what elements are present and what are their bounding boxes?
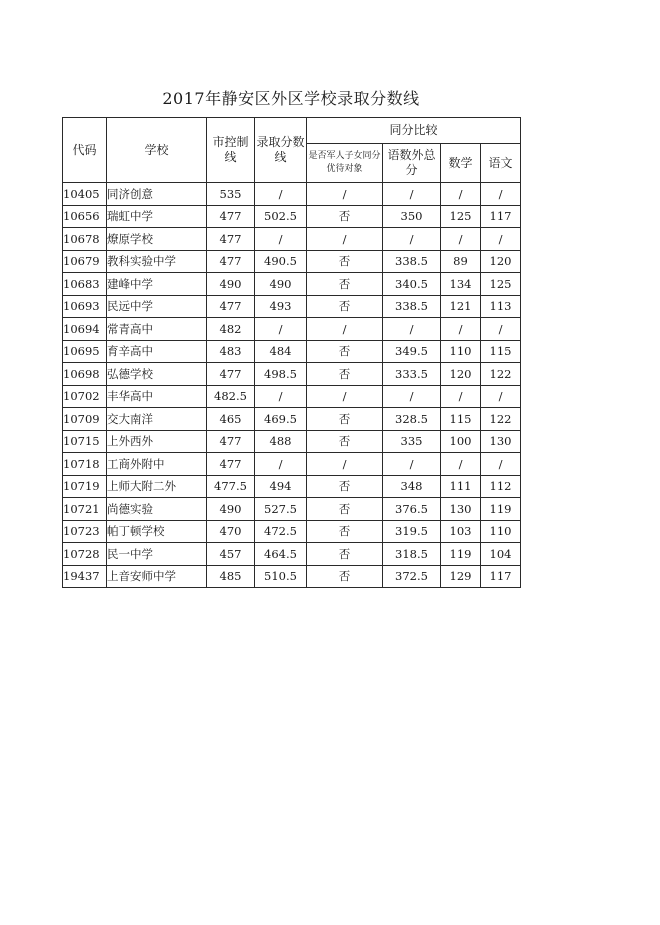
cell-military-child: 否 — [307, 430, 383, 453]
cell-total-score: 319.5 — [383, 520, 441, 543]
cell-chinese: 117 — [481, 565, 521, 588]
header-admission-line: 录取分数线 — [255, 118, 307, 183]
cell-control-line: 477 — [207, 250, 255, 273]
cell-math: / — [441, 318, 481, 341]
cell-chinese: 125 — [481, 273, 521, 296]
table-row — [63, 205, 521, 228]
cell-code: 10679 — [63, 250, 107, 273]
cell-chinese: / — [481, 318, 521, 341]
cell-total-score: 372.5 — [383, 565, 441, 588]
cell-math: 103 — [441, 520, 481, 543]
cell-control-line: 485 — [207, 565, 255, 588]
cell-school: 燎原学校 — [107, 228, 207, 251]
cell-school: 交大南洋 — [107, 408, 207, 431]
cell-school: 同济创意 — [107, 183, 207, 206]
cell-code: 19437 — [63, 565, 107, 588]
cell-school: 工商外附中 — [107, 453, 207, 476]
cell-total-score: 350 — [383, 205, 441, 228]
cell-code: 10718 — [63, 453, 107, 476]
table-row — [63, 475, 521, 498]
cell-code: 10715 — [63, 430, 107, 453]
cell-admission-line: 502.5 — [255, 205, 307, 228]
table-row — [63, 498, 521, 521]
cell-admission-line: / — [255, 318, 307, 341]
cell-military-child: / — [307, 385, 383, 408]
cell-math: 115 — [441, 408, 481, 431]
table-row — [63, 318, 521, 341]
cell-school: 瑞虹中学 — [107, 205, 207, 228]
cell-admission-line: / — [255, 183, 307, 206]
header-total-score: 语数外总分 — [383, 144, 441, 183]
table-row — [63, 430, 521, 453]
cell-school: 弘德学校 — [107, 363, 207, 386]
cell-school: 尚德实验 — [107, 498, 207, 521]
cell-total-score: 376.5 — [383, 498, 441, 521]
cell-school: 民远中学 — [107, 295, 207, 318]
cell-total-score: 340.5 — [383, 273, 441, 296]
cell-admission-line: / — [255, 228, 307, 251]
table-row — [63, 183, 521, 206]
cell-total-score: / — [383, 385, 441, 408]
cell-admission-line: 469.5 — [255, 408, 307, 431]
document-title: 2017年静安区外区学校录取分数线 — [162, 89, 420, 108]
cell-chinese: / — [481, 228, 521, 251]
cell-math: / — [441, 385, 481, 408]
cell-admission-line: 490.5 — [255, 250, 307, 273]
cell-control-line: 490 — [207, 273, 255, 296]
table-row — [63, 363, 521, 386]
cell-control-line: 482 — [207, 318, 255, 341]
table-row — [63, 250, 521, 273]
cell-chinese: 122 — [481, 408, 521, 431]
cell-school: 民一中学 — [107, 543, 207, 566]
cell-military-child: 否 — [307, 498, 383, 521]
cell-control-line: 477 — [207, 295, 255, 318]
header-control-line: 市控制线 — [207, 118, 255, 183]
cell-math: 121 — [441, 295, 481, 318]
cell-math: 125 — [441, 205, 481, 228]
cell-code: 10678 — [63, 228, 107, 251]
cell-math: / — [441, 183, 481, 206]
cell-code: 10723 — [63, 520, 107, 543]
header-same-score-group: 同分比较 — [307, 118, 521, 144]
cell-code: 10693 — [63, 295, 107, 318]
header-school: 学校 — [107, 118, 207, 183]
cell-code: 10709 — [63, 408, 107, 431]
header-chinese: 语文 — [481, 144, 521, 183]
table-row — [63, 228, 521, 251]
cell-military-child: 否 — [307, 565, 383, 588]
cell-code: 10719 — [63, 475, 107, 498]
cell-control-line: 477 — [207, 228, 255, 251]
cell-code: 10695 — [63, 340, 107, 363]
cell-control-line: 477 — [207, 205, 255, 228]
cell-math: 110 — [441, 340, 481, 363]
cell-school: 育辛高中 — [107, 340, 207, 363]
table-body — [63, 183, 521, 588]
cell-math: 111 — [441, 475, 481, 498]
cell-military-child: 否 — [307, 408, 383, 431]
cell-total-score: 348 — [383, 475, 441, 498]
cell-chinese: 112 — [481, 475, 521, 498]
cell-code: 10721 — [63, 498, 107, 521]
cell-control-line: 535 — [207, 183, 255, 206]
admission-score-table — [62, 117, 521, 588]
cell-school: 上师大附二外 — [107, 475, 207, 498]
cell-chinese: 117 — [481, 205, 521, 228]
cell-chinese: 104 — [481, 543, 521, 566]
cell-control-line: 482.5 — [207, 385, 255, 408]
table-row — [63, 340, 521, 363]
cell-chinese: 120 — [481, 250, 521, 273]
cell-admission-line: 488 — [255, 430, 307, 453]
cell-control-line: 457 — [207, 543, 255, 566]
cell-school: 常青高中 — [107, 318, 207, 341]
cell-math: 119 — [441, 543, 481, 566]
cell-total-score: 338.5 — [383, 250, 441, 273]
cell-admission-line: 490 — [255, 273, 307, 296]
cell-school: 丰华高中 — [107, 385, 207, 408]
header-code: 代码 — [63, 118, 107, 183]
cell-control-line: 490 — [207, 498, 255, 521]
cell-chinese: 110 — [481, 520, 521, 543]
cell-math: 89 — [441, 250, 481, 273]
cell-total-score: 328.5 — [383, 408, 441, 431]
cell-math: 100 — [441, 430, 481, 453]
cell-military-child: / — [307, 453, 383, 476]
cell-military-child: 否 — [307, 205, 383, 228]
cell-chinese: / — [481, 183, 521, 206]
cell-code: 10694 — [63, 318, 107, 341]
cell-admission-line: 527.5 — [255, 498, 307, 521]
cell-admission-line: / — [255, 385, 307, 408]
cell-total-score: 335 — [383, 430, 441, 453]
cell-math: 120 — [441, 363, 481, 386]
table-row — [63, 408, 521, 431]
cell-school: 上外西外 — [107, 430, 207, 453]
cell-school: 上音安师中学 — [107, 565, 207, 588]
cell-admission-line: 494 — [255, 475, 307, 498]
cell-code: 10698 — [63, 363, 107, 386]
cell-school: 教科实验中学 — [107, 250, 207, 273]
header-math: 数学 — [441, 144, 481, 183]
cell-military-child: 否 — [307, 295, 383, 318]
cell-total-score: / — [383, 318, 441, 341]
cell-control-line: 477 — [207, 453, 255, 476]
cell-total-score: / — [383, 228, 441, 251]
cell-admission-line: 510.5 — [255, 565, 307, 588]
cell-total-score: 349.5 — [383, 340, 441, 363]
cell-military-child: / — [307, 318, 383, 341]
cell-admission-line: 493 — [255, 295, 307, 318]
cell-total-score: 318.5 — [383, 543, 441, 566]
cell-military-child: 否 — [307, 520, 383, 543]
cell-control-line: 483 — [207, 340, 255, 363]
cell-admission-line: 464.5 — [255, 543, 307, 566]
cell-total-score: 338.5 — [383, 295, 441, 318]
cell-code: 10702 — [63, 385, 107, 408]
cell-math: / — [441, 228, 481, 251]
cell-chinese: 113 — [481, 295, 521, 318]
cell-chinese: / — [481, 385, 521, 408]
cell-military-child: 否 — [307, 340, 383, 363]
cell-chinese: 119 — [481, 498, 521, 521]
cell-code: 10728 — [63, 543, 107, 566]
table-row — [63, 385, 521, 408]
cell-code: 10683 — [63, 273, 107, 296]
cell-chinese: 130 — [481, 430, 521, 453]
cell-admission-line: 484 — [255, 340, 307, 363]
cell-chinese: 122 — [481, 363, 521, 386]
cell-military-child: 否 — [307, 363, 383, 386]
cell-math: 134 — [441, 273, 481, 296]
table-row — [63, 273, 521, 296]
cell-chinese: / — [481, 453, 521, 476]
cell-military-child: 否 — [307, 475, 383, 498]
cell-total-score: 333.5 — [383, 363, 441, 386]
cell-total-score: / — [383, 183, 441, 206]
cell-control-line: 470 — [207, 520, 255, 543]
table-row — [63, 565, 521, 588]
cell-math: 130 — [441, 498, 481, 521]
cell-school: 建峰中学 — [107, 273, 207, 296]
cell-military-child: 否 — [307, 543, 383, 566]
table-row — [63, 295, 521, 318]
cell-control-line: 477 — [207, 430, 255, 453]
cell-school: 帕丁顿学校 — [107, 520, 207, 543]
cell-military-child: 否 — [307, 273, 383, 296]
cell-control-line: 477.5 — [207, 475, 255, 498]
cell-code: 10656 — [63, 205, 107, 228]
cell-military-child: / — [307, 228, 383, 251]
cell-admission-line: 498.5 — [255, 363, 307, 386]
cell-control-line: 465 — [207, 408, 255, 431]
table-row — [63, 453, 521, 476]
table-row — [63, 520, 521, 543]
table-row — [63, 543, 521, 566]
header-military-child: 是否军人子女同分优待对象 — [307, 144, 383, 183]
cell-math: / — [441, 453, 481, 476]
cell-military-child: / — [307, 183, 383, 206]
cell-total-score: / — [383, 453, 441, 476]
cell-code: 10405 — [63, 183, 107, 206]
cell-chinese: 115 — [481, 340, 521, 363]
cell-admission-line: 472.5 — [255, 520, 307, 543]
cell-military-child: 否 — [307, 250, 383, 273]
cell-admission-line: / — [255, 453, 307, 476]
cell-control-line: 477 — [207, 363, 255, 386]
cell-math: 129 — [441, 565, 481, 588]
